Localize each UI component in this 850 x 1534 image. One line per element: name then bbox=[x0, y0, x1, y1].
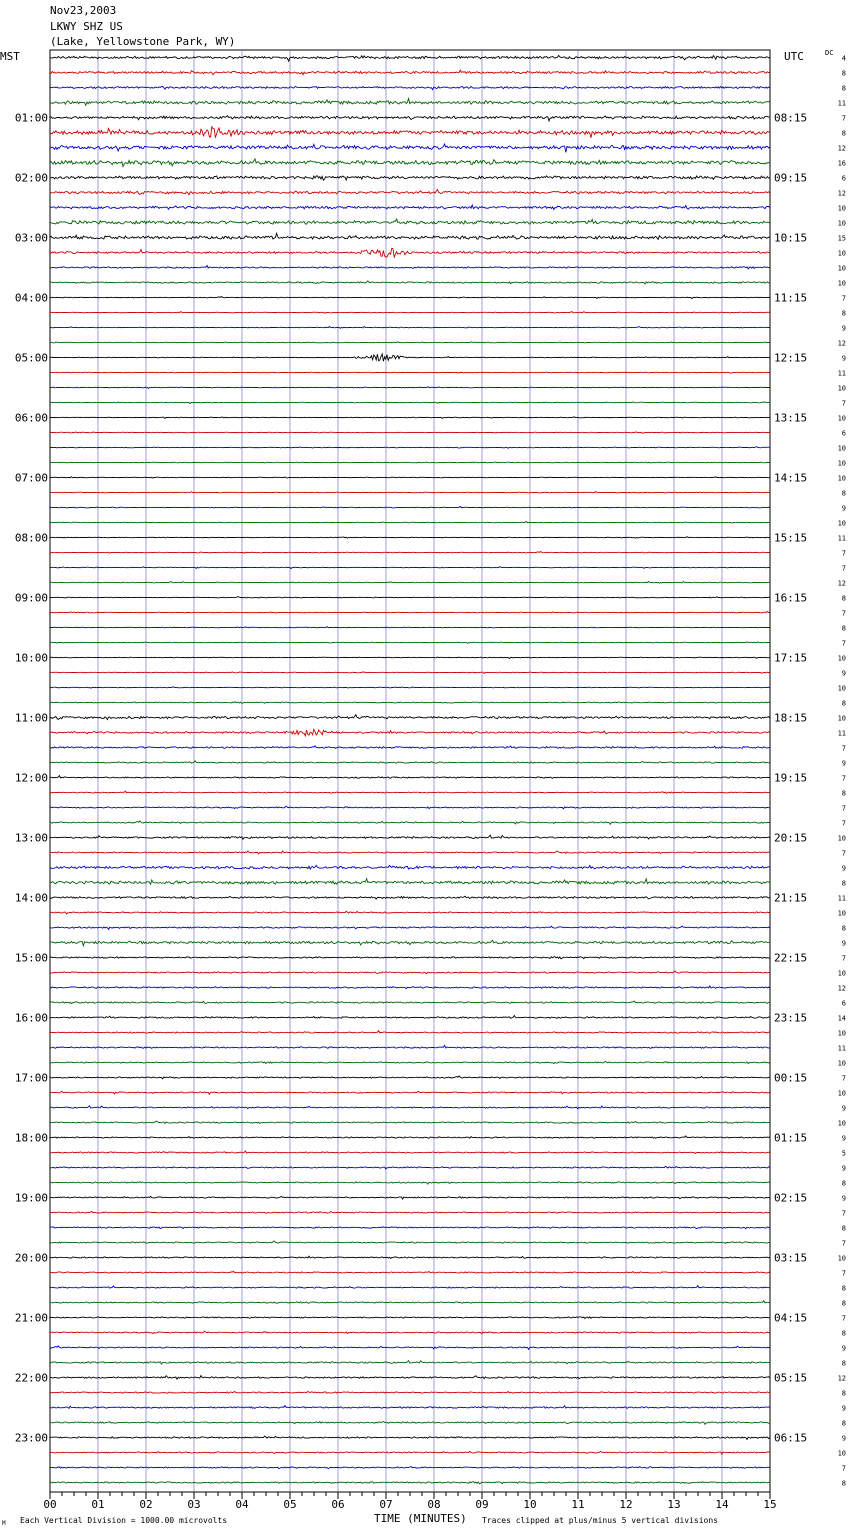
trace-row-32 bbox=[50, 537, 770, 539]
x-tick-label: 07 bbox=[379, 1498, 393, 1511]
x-tick-label: 04 bbox=[235, 1498, 249, 1511]
trace-row-16 bbox=[50, 297, 770, 299]
scale-note: Each Vertical Division = 1000.00 microvolts bbox=[20, 1516, 228, 1525]
mst-hour-label: 20:00 bbox=[14, 1251, 48, 1265]
mst-hour-label: 17:00 bbox=[14, 1071, 48, 1085]
trace-row-9 bbox=[50, 190, 770, 195]
mst-hour-label: 01:00 bbox=[14, 111, 48, 125]
dc-offset-value: 8 bbox=[841, 69, 846, 78]
x-tick-label: 00 bbox=[43, 1498, 57, 1511]
dc-offset-value: 7 bbox=[841, 819, 846, 828]
trace-row-30 bbox=[50, 506, 770, 508]
dc-offset-value: 7 bbox=[841, 114, 846, 123]
dc-offset-value: 12 bbox=[837, 144, 846, 153]
dc-offset-value: 10 bbox=[837, 204, 846, 213]
dc-offset-value: 10 bbox=[837, 474, 846, 483]
dc-offset-value: 9 bbox=[841, 1134, 846, 1143]
trace-row-87 bbox=[50, 1361, 770, 1365]
mst-hour-label: 08:00 bbox=[14, 531, 48, 545]
trace-row-62 bbox=[50, 986, 770, 989]
utc-hour-label: 23:15 bbox=[774, 1011, 808, 1025]
dc-offset-value: 7 bbox=[841, 399, 846, 408]
trace-row-80 bbox=[50, 1256, 770, 1258]
trace-row-35 bbox=[50, 582, 770, 584]
trace-row-83 bbox=[50, 1301, 770, 1304]
dc-offset-value: 9 bbox=[841, 759, 846, 768]
trace-row-78 bbox=[50, 1227, 770, 1229]
dc-offset-value: 8 bbox=[841, 489, 846, 498]
mst-hour-label: 16:00 bbox=[14, 1011, 48, 1025]
dc-offset-value: 7 bbox=[841, 1464, 846, 1473]
trace-row-67 bbox=[50, 1061, 770, 1063]
trace-row-23 bbox=[50, 402, 770, 404]
trace-row-29 bbox=[50, 492, 770, 493]
dc-offset-value: 7 bbox=[841, 294, 846, 303]
mst-hour-label: 14:00 bbox=[14, 891, 48, 905]
trace-row-77 bbox=[50, 1211, 770, 1213]
dc-offset-value: 6 bbox=[841, 429, 846, 438]
utc-hour-label: 17:15 bbox=[774, 651, 808, 665]
trace-row-3 bbox=[50, 99, 770, 106]
dc-offset-value: 12 bbox=[837, 189, 846, 198]
dc-offset-value: 12 bbox=[837, 579, 846, 588]
trace-row-15 bbox=[50, 281, 770, 284]
utc-hour-label: 01:15 bbox=[774, 1131, 808, 1145]
trace-row-58 bbox=[50, 926, 770, 929]
trace-row-56 bbox=[50, 896, 770, 899]
x-tick-label: 01 bbox=[91, 1498, 105, 1511]
dc-offset-value: 10 bbox=[837, 654, 846, 663]
utc-hour-label: 20:15 bbox=[774, 831, 808, 845]
dc-offset-value: 8 bbox=[841, 924, 846, 933]
trace-row-84 bbox=[50, 1317, 770, 1319]
dc-offset-value: 8 bbox=[841, 1284, 846, 1293]
dc-offset-value: 7 bbox=[841, 804, 846, 813]
mst-hour-label: 18:00 bbox=[14, 1131, 48, 1145]
dc-offset-value: 9 bbox=[841, 864, 846, 873]
mst-hour-label: 04:00 bbox=[14, 291, 48, 305]
plot-date: Nov23,2003 bbox=[50, 4, 117, 17]
utc-hour-label: 13:15 bbox=[774, 411, 808, 425]
dc-offset-value: 8 bbox=[841, 699, 846, 708]
dc-offset-value: 10 bbox=[837, 1119, 846, 1128]
dc-offset-value: 7 bbox=[841, 954, 846, 963]
utc-hour-label: 04:15 bbox=[774, 1311, 808, 1325]
mst-hour-label: 13:00 bbox=[14, 831, 48, 845]
dc-offset-value: 10 bbox=[837, 1449, 846, 1458]
trace-row-75 bbox=[50, 1182, 770, 1184]
dc-offset-value: 6 bbox=[841, 999, 846, 1008]
dc-offset-value: 5 bbox=[841, 1149, 846, 1158]
trace-row-45 bbox=[50, 729, 770, 736]
trace-row-70 bbox=[50, 1106, 770, 1109]
utc-hour-label: 14:15 bbox=[774, 471, 808, 485]
mst-hour-label: 15:00 bbox=[14, 951, 48, 965]
x-axis-label: TIME (MINUTES) bbox=[374, 1512, 467, 1525]
trace-row-41 bbox=[50, 672, 770, 674]
dc-offset-value: 8 bbox=[841, 879, 846, 888]
trace-row-38 bbox=[50, 627, 770, 628]
trace-row-69 bbox=[50, 1091, 770, 1094]
dc-offset-value: 8 bbox=[841, 84, 846, 93]
trace-row-48 bbox=[50, 776, 770, 779]
dc-offset-value: 9 bbox=[841, 1104, 846, 1113]
mst-hour-label: 09:00 bbox=[14, 591, 48, 605]
dc-offset-value: 10 bbox=[837, 264, 846, 273]
trace-row-71 bbox=[50, 1121, 770, 1124]
x-tick-label: 05 bbox=[283, 1498, 297, 1511]
corner-mark: M bbox=[2, 1520, 6, 1527]
dc-offset-value: 14 bbox=[837, 1014, 846, 1023]
dc-offset-value: 10 bbox=[837, 459, 846, 468]
mst-hour-label: 12:00 bbox=[14, 771, 48, 785]
dc-offset-value: 8 bbox=[841, 789, 846, 798]
x-tick-label: 10 bbox=[523, 1498, 537, 1511]
dc-offset-value: 10 bbox=[837, 834, 846, 843]
dc-offset-value: 11 bbox=[837, 1044, 846, 1053]
trace-row-13 bbox=[50, 248, 770, 257]
x-tick-label: 09 bbox=[475, 1498, 489, 1511]
dc-offset-value: 7 bbox=[841, 849, 846, 858]
trace-row-57 bbox=[50, 911, 770, 914]
utc-hour-label: 16:15 bbox=[774, 591, 808, 605]
dc-offset-value: 9 bbox=[841, 1194, 846, 1203]
dc-offset-value: 7 bbox=[841, 744, 846, 753]
x-tick-label: 08 bbox=[427, 1498, 441, 1511]
dc-offset-value: 8 bbox=[841, 594, 846, 603]
trace-row-36 bbox=[50, 597, 770, 599]
mst-hour-label: 10:00 bbox=[14, 651, 48, 665]
dc-offset-value: 10 bbox=[837, 714, 846, 723]
dc-offset-value: 8 bbox=[841, 1179, 846, 1188]
trace-row-20 bbox=[50, 354, 770, 361]
trace-row-92 bbox=[50, 1436, 770, 1440]
dc-offset-value: 12 bbox=[837, 984, 846, 993]
trace-row-66 bbox=[50, 1045, 770, 1048]
trace-row-61 bbox=[50, 971, 770, 974]
trace-row-49 bbox=[50, 791, 770, 793]
trace-row-65 bbox=[50, 1031, 770, 1034]
utc-hour-label: 12:15 bbox=[774, 351, 808, 365]
x-tick-label: 13 bbox=[667, 1498, 681, 1511]
utc-hour-label: 19:15 bbox=[774, 771, 808, 785]
trace-row-53 bbox=[50, 851, 770, 854]
trace-row-74 bbox=[50, 1166, 770, 1169]
trace-row-33 bbox=[50, 552, 770, 554]
trace-row-2 bbox=[50, 86, 770, 89]
x-tick-label: 02 bbox=[139, 1498, 153, 1511]
dc-offset-value: 10 bbox=[837, 909, 846, 918]
dc-offset-value: 8 bbox=[841, 1389, 846, 1398]
dc-offset-value: 9 bbox=[841, 939, 846, 948]
mst-hour-label: 11:00 bbox=[14, 711, 48, 725]
dc-offset-value: 7 bbox=[841, 609, 846, 618]
x-tick-label: 15 bbox=[763, 1498, 777, 1511]
trace-row-51 bbox=[50, 821, 770, 825]
right-timezone-label: UTC bbox=[784, 50, 804, 63]
dc-offset-value: 10 bbox=[837, 279, 846, 288]
trace-row-37 bbox=[50, 612, 770, 613]
utc-hour-label: 05:15 bbox=[774, 1371, 808, 1385]
trace-row-26 bbox=[50, 447, 770, 449]
trace-row-44 bbox=[50, 715, 770, 720]
dc-offset-value: 9 bbox=[841, 1344, 846, 1353]
dc-offset-value: 7 bbox=[841, 564, 846, 573]
x-tick-label: 06 bbox=[331, 1498, 345, 1511]
left-timezone-label: MST bbox=[0, 50, 20, 63]
trace-row-89 bbox=[50, 1391, 770, 1393]
dc-offset-value: 8 bbox=[841, 1224, 846, 1233]
dc-offset-value: 7 bbox=[841, 1239, 846, 1248]
dc-offset-value: 16 bbox=[837, 159, 846, 168]
dc-offset-value: 8 bbox=[841, 129, 846, 138]
dc-offset-value: 11 bbox=[837, 369, 846, 378]
trace-row-72 bbox=[50, 1136, 770, 1138]
trace-row-14 bbox=[50, 265, 770, 269]
trace-row-50 bbox=[50, 806, 770, 809]
trace-row-0 bbox=[50, 55, 770, 61]
dc-offset-value: 8 bbox=[841, 309, 846, 318]
trace-row-8 bbox=[50, 176, 770, 180]
trace-row-52 bbox=[50, 835, 770, 839]
trace-row-85 bbox=[50, 1331, 770, 1334]
dc-offset-value: 7 bbox=[841, 1314, 846, 1323]
dc-offset-value: 12 bbox=[837, 339, 846, 348]
dc-offset-value: 10 bbox=[837, 1059, 846, 1068]
trace-row-5 bbox=[50, 127, 770, 138]
trace-row-25 bbox=[50, 432, 770, 433]
dc-offset-value: 8 bbox=[841, 1479, 846, 1488]
dc-offset-value: 10 bbox=[837, 414, 846, 423]
dc-offset-value: 10 bbox=[837, 219, 846, 228]
trace-row-54 bbox=[50, 865, 770, 869]
trace-row-68 bbox=[50, 1076, 770, 1079]
dc-offset-value: 6 bbox=[841, 174, 846, 183]
dc-offset-value: 7 bbox=[841, 774, 846, 783]
utc-hour-label: 11:15 bbox=[774, 291, 808, 305]
x-tick-label: 12 bbox=[619, 1498, 633, 1511]
station-location: (Lake, Yellowstone Park, WY) bbox=[50, 35, 236, 48]
trace-row-40 bbox=[50, 657, 770, 659]
trace-row-90 bbox=[50, 1406, 770, 1409]
trace-row-12 bbox=[50, 233, 770, 239]
trace-row-76 bbox=[50, 1196, 770, 1199]
dc-offset-value: 9 bbox=[841, 1434, 846, 1443]
dc-offset-value: 10 bbox=[837, 384, 846, 393]
dc-offset-value: 9 bbox=[841, 354, 846, 363]
dc-offset-value: 8 bbox=[841, 624, 846, 633]
trace-row-10 bbox=[50, 205, 770, 210]
station-code: LKWY SHZ US bbox=[50, 20, 123, 33]
dc-offset-value: 11 bbox=[837, 894, 846, 903]
trace-row-21 bbox=[50, 372, 770, 373]
utc-hour-label: 03:15 bbox=[774, 1251, 808, 1265]
trace-row-94 bbox=[50, 1466, 770, 1468]
trace-row-27 bbox=[50, 462, 770, 463]
trace-row-95 bbox=[50, 1482, 770, 1484]
dc-offset-value: 15 bbox=[837, 234, 846, 243]
dc-offset-value: 8 bbox=[841, 1299, 846, 1308]
dc-offset-value: 4 bbox=[841, 54, 846, 63]
trace-row-86 bbox=[50, 1346, 770, 1350]
trace-row-31 bbox=[50, 521, 770, 523]
dc-offset-value: 7 bbox=[841, 1269, 846, 1278]
trace-row-7 bbox=[50, 159, 770, 167]
utc-hour-label: 15:15 bbox=[774, 531, 808, 545]
trace-row-42 bbox=[50, 687, 770, 688]
trace-row-73 bbox=[50, 1151, 770, 1154]
utc-hour-label: 06:15 bbox=[774, 1431, 808, 1445]
trace-row-79 bbox=[50, 1241, 770, 1243]
dc-offset-value: 9 bbox=[841, 1164, 846, 1173]
trace-row-59 bbox=[50, 940, 770, 946]
trace-row-91 bbox=[50, 1422, 770, 1425]
dc-offset-value: 7 bbox=[841, 1209, 846, 1218]
trace-row-22 bbox=[50, 387, 770, 389]
dc-offset-value: 10 bbox=[837, 519, 846, 528]
x-tick-label: 11 bbox=[571, 1498, 585, 1511]
trace-row-39 bbox=[50, 642, 770, 644]
dc-offset-value: 10 bbox=[837, 444, 846, 453]
trace-row-60 bbox=[50, 957, 770, 959]
dc-offset-value: 10 bbox=[837, 969, 846, 978]
trace-row-34 bbox=[50, 567, 770, 569]
dc-offset-value: 7 bbox=[841, 1074, 846, 1083]
trace-row-43 bbox=[50, 702, 770, 703]
dc-offset-value: 9 bbox=[841, 504, 846, 513]
dc-offset-value: 11 bbox=[837, 729, 846, 738]
trace-row-93 bbox=[50, 1451, 770, 1454]
dc-column-label: DC bbox=[825, 49, 834, 57]
trace-row-11 bbox=[50, 219, 770, 224]
x-tick-label: 14 bbox=[715, 1498, 729, 1511]
dc-offset-value: 11 bbox=[837, 99, 846, 108]
dc-offset-value: 10 bbox=[837, 684, 846, 693]
trace-row-46 bbox=[50, 746, 770, 749]
utc-hour-label: 22:15 bbox=[774, 951, 808, 965]
trace-row-17 bbox=[50, 312, 770, 314]
dc-offset-value: 8 bbox=[841, 1329, 846, 1338]
mst-hour-label: 21:00 bbox=[14, 1311, 48, 1325]
plot-frame bbox=[50, 50, 770, 1492]
trace-row-28 bbox=[50, 477, 770, 478]
utc-hour-label: 21:15 bbox=[774, 891, 808, 905]
dc-offset-value: 12 bbox=[837, 1374, 846, 1383]
trace-row-47 bbox=[50, 761, 770, 763]
trace-row-6 bbox=[50, 144, 770, 152]
dc-offset-value: 9 bbox=[841, 324, 846, 333]
mst-hour-label: 02:00 bbox=[14, 171, 48, 185]
trace-row-64 bbox=[50, 1016, 770, 1019]
utc-hour-label: 18:15 bbox=[774, 711, 808, 725]
mst-hour-label: 19:00 bbox=[14, 1191, 48, 1205]
dc-offset-value: 10 bbox=[837, 1254, 846, 1263]
utc-hour-label: 08:15 bbox=[774, 111, 808, 125]
trace-row-1 bbox=[50, 70, 770, 75]
x-tick-label: 03 bbox=[187, 1498, 201, 1511]
utc-hour-label: 10:15 bbox=[774, 231, 808, 245]
trace-row-63 bbox=[50, 1001, 770, 1004]
dc-offset-value: 7 bbox=[841, 549, 846, 558]
trace-row-88 bbox=[50, 1376, 770, 1380]
dc-offset-value: 10 bbox=[837, 1029, 846, 1038]
mst-hour-label: 06:00 bbox=[14, 411, 48, 425]
trace-row-19 bbox=[50, 342, 770, 343]
dc-offset-value: 9 bbox=[841, 669, 846, 678]
mst-hour-label: 03:00 bbox=[14, 231, 48, 245]
utc-hour-label: 00:15 bbox=[774, 1071, 808, 1085]
clip-note: Traces clipped at plus/minus 5 vertical divisions bbox=[482, 1516, 719, 1525]
dc-offset-value: 11 bbox=[837, 534, 846, 543]
dc-offset-value: 8 bbox=[841, 1359, 846, 1368]
dc-offset-value: 9 bbox=[841, 1404, 846, 1413]
mst-hour-label: 22:00 bbox=[14, 1371, 48, 1385]
trace-row-82 bbox=[50, 1286, 770, 1289]
trace-row-24 bbox=[50, 417, 770, 419]
utc-hour-label: 02:15 bbox=[774, 1191, 808, 1205]
mst-hour-label: 23:00 bbox=[14, 1431, 48, 1445]
mst-hour-label: 07:00 bbox=[14, 471, 48, 485]
trace-row-4 bbox=[50, 116, 770, 121]
dc-offset-value: 10 bbox=[837, 249, 846, 258]
trace-row-55 bbox=[50, 879, 770, 885]
dc-offset-value: 10 bbox=[837, 1089, 846, 1098]
trace-row-81 bbox=[50, 1271, 770, 1273]
utc-hour-label: 09:15 bbox=[774, 171, 808, 185]
trace-row-18 bbox=[50, 327, 770, 329]
dc-offset-value: 7 bbox=[841, 639, 846, 648]
dc-offset-value: 8 bbox=[841, 1419, 846, 1428]
mst-hour-label: 05:00 bbox=[14, 351, 48, 365]
